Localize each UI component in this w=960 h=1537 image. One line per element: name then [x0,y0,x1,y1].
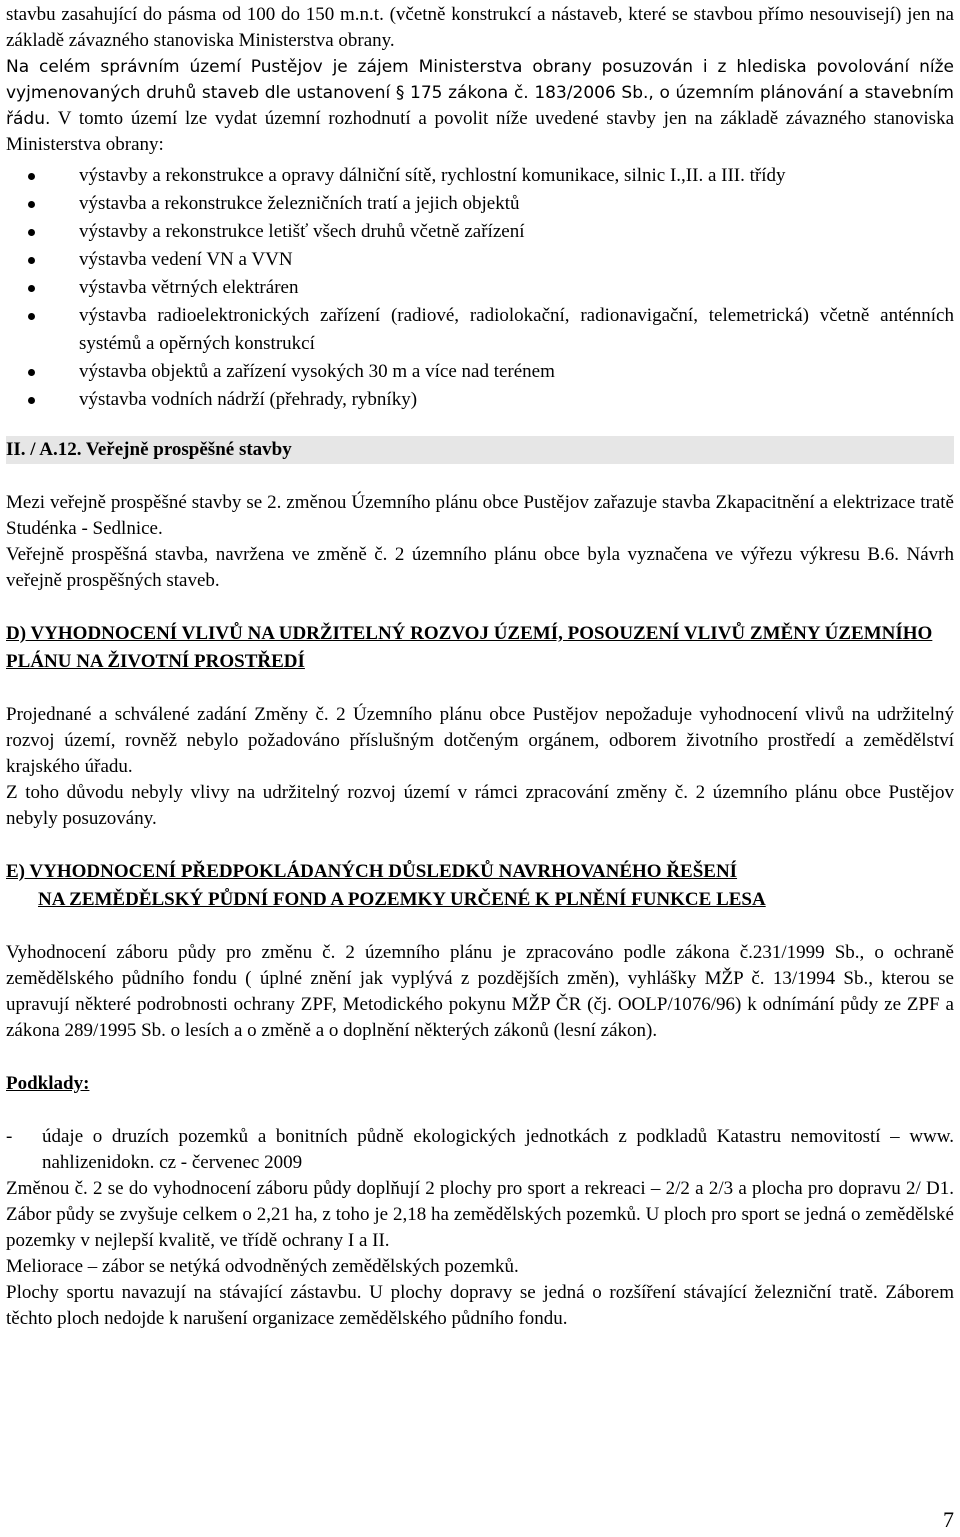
bullet-icon [28,201,35,208]
intro-paragraph-1: stavbu zasahující do pásma od 100 do 150 m.n.t. (včetně konstrukcí a nástaveb, které se stavbou přímo nesouvisejí) jen na základě závazného stanoviska Ministerstva obrany. [6,4,954,51]
list-item: výstavba větrných elektráren [6,274,954,302]
section-e-heading-line-1: E) VYHODNOCENÍ PŘEDPOKLÁDANÝCH DŮSLEDKŮ NAVRHOVANÉHO ŘEŠENÍ [6,861,738,882]
podklady-heading: Podklady: [6,1073,90,1094]
list-item: výstavba a rekonstrukce železničních tratí a jejich objektů [6,190,954,218]
bullet-icon [28,313,35,320]
section-a12-heading: II. / A.12. Veřejně prospěšné stavby [6,436,954,464]
section-a12-paragraph-1: Mezi veřejně prospěšné stavby se 2. změnou Územního plánu obce Pustějov zařazuje stavba Zkapacitnění a elektrizace tratě Studénka - Sedlnice. [6,492,954,539]
section-e-paragraph-1: Vyhodnocení záboru půdy pro změnu č. 2 územního plánu je zpracováno podle zákona č.231/1999 Sb., o ochraně zemědělského půdního fondu ( úplné znění jak vyplývá z pozdějších změn), vyhlášky MŽP č. 13/1994 Sb., kterou se upravují některé podrobnosti ochrany ZPF, Metodického pokynu MŽP ČR (čj. OOLP/1076/96) k odnímání půdy ze ZPF a zákona 289/1995 Sb. o lesích a o změně a o doplnění některých zákonů (lesní zákon). [6,942,954,1041]
list-item: výstavba radioelektronických zařízení (radiové, radiolokační, radionavigační, telemetrická) včetně anténních systémů a opěrných konstrukcí [6,302,954,358]
bullet-icon [28,369,35,376]
list-item: výstavby a rekonstrukce letišť všech druhů včetně zařízení [6,218,954,246]
podklady-item: - údaje o druzích pozemků a bonitních půdně ekologických jednotkách z podkladů Katastru nemovitostí – www. nahlizenidokn. cz - červenec 2009 [6,1126,954,1173]
intro-paragraph-2-tail: V tomto území lze vydat územní rozhodnutí a povolit níže uvedené stavby jen na základě závazného stanoviska Ministerstva obrany: [6,108,954,155]
list-item: výstavba vedení VN a VVN [6,246,954,274]
bullet-icon [28,229,35,236]
list-item: výstavba vodních nádrží (přehrady, rybníky) [6,386,954,414]
bullet-icon [28,173,35,180]
podklady-paragraph-3: Plochy sportu navazují na stávající zástavbu. U plochy dopravy se jedná o rozšíření stávající železniční tratě. Záborem těchto ploch nedojde k narušení organizace zemědělského půdního fondu. [6,1282,954,1329]
bullet-icon [28,397,35,404]
section-a12-paragraph-2: Veřejně prospěšná stavba, navržena ve změně č. 2 územního plánu obce byla vyznačena ve výřezu výkresu B.6. Návrh veřejně prospěšných staveb. [6,544,954,591]
podklady-paragraph-1: Změnou č. 2 se do vyhodnocení záboru půdy doplňují 2 plochy pro sport a rekreaci – 2/2 a 2/3 a plocha pro dopravu 2/ D1. Zábor půdy se zvyšuje celkem o 2,21 ha, z toho je 2,18 ha zemědělských pozemků. U ploch pro sport se jedná o zemědělské pozemky v nejlepší kvalitě, ve třídě ochrany I a II. [6,1178,954,1251]
page-number: 7 [943,1507,954,1532]
bullet-icon [28,285,35,292]
bullet-icon [28,257,35,264]
section-e-heading [6,858,954,914]
podklady-paragraph-2: Meliorace – zábor se netýká odvodněných zemědělských pozemků. [6,1256,519,1277]
intro-paragraph-2 [6,54,954,158]
section-d-heading: D) VYHODNOCENÍ VLIVŮ NA UDRŽITELNÝ ROZVOJ ÚZEMÍ, POSOUZENÍ VLIVŮ ZMĚNY ÚZEMNÍHO PLÁNU NA ŽIVOTNÍ PROSTŘEDÍ [6,623,933,672]
intro-paragraph-2-mono: Na celém správním území Pustějov je zájem Ministerstva obrany posuzován i z hlediska povolování níže vyjmenovaných druhů staveb dle ustanovení § 175 zákona č. 183/2006 Sb., o územním plánování a stavebním řádu. [6,57,954,129]
list-item: výstavby a rekonstrukce a opravy dálniční sítě, rychlostní komunikace, silnic I.,II. a III. třídy [6,162,954,190]
dash-marker: - [6,1126,13,1147]
section-e-heading-line-2: NA ZEMĚDĚLSKÝ PŮDNÍ FOND A POZEMKY URČENÉ K PLNĚNÍ FUNKCE LESA [38,889,766,910]
section-d-paragraph-1: Projednané a schválené zadání Změny č. 2 Územního plánu obce Pustějov nepožaduje vyhodnocení vlivů na udržitelný rozvoj území, rovněž nebylo požadováno příslušným dotčeným orgánem, odborem životního prostředí a zemědělství krajského úřadu. [6,704,954,777]
list-item: výstavba objektů a zařízení vysokých 30 m a více nad terénem [6,358,954,386]
section-d-paragraph-2: Z toho důvodu nebyly vlivy na udržitelný rozvoj území v rámci zpracování změny č. 2 územního plánu obce Pustějov nebyly posuzovány. [6,782,954,829]
document-page [6,0,954,1332]
bullet-list [6,162,954,414]
